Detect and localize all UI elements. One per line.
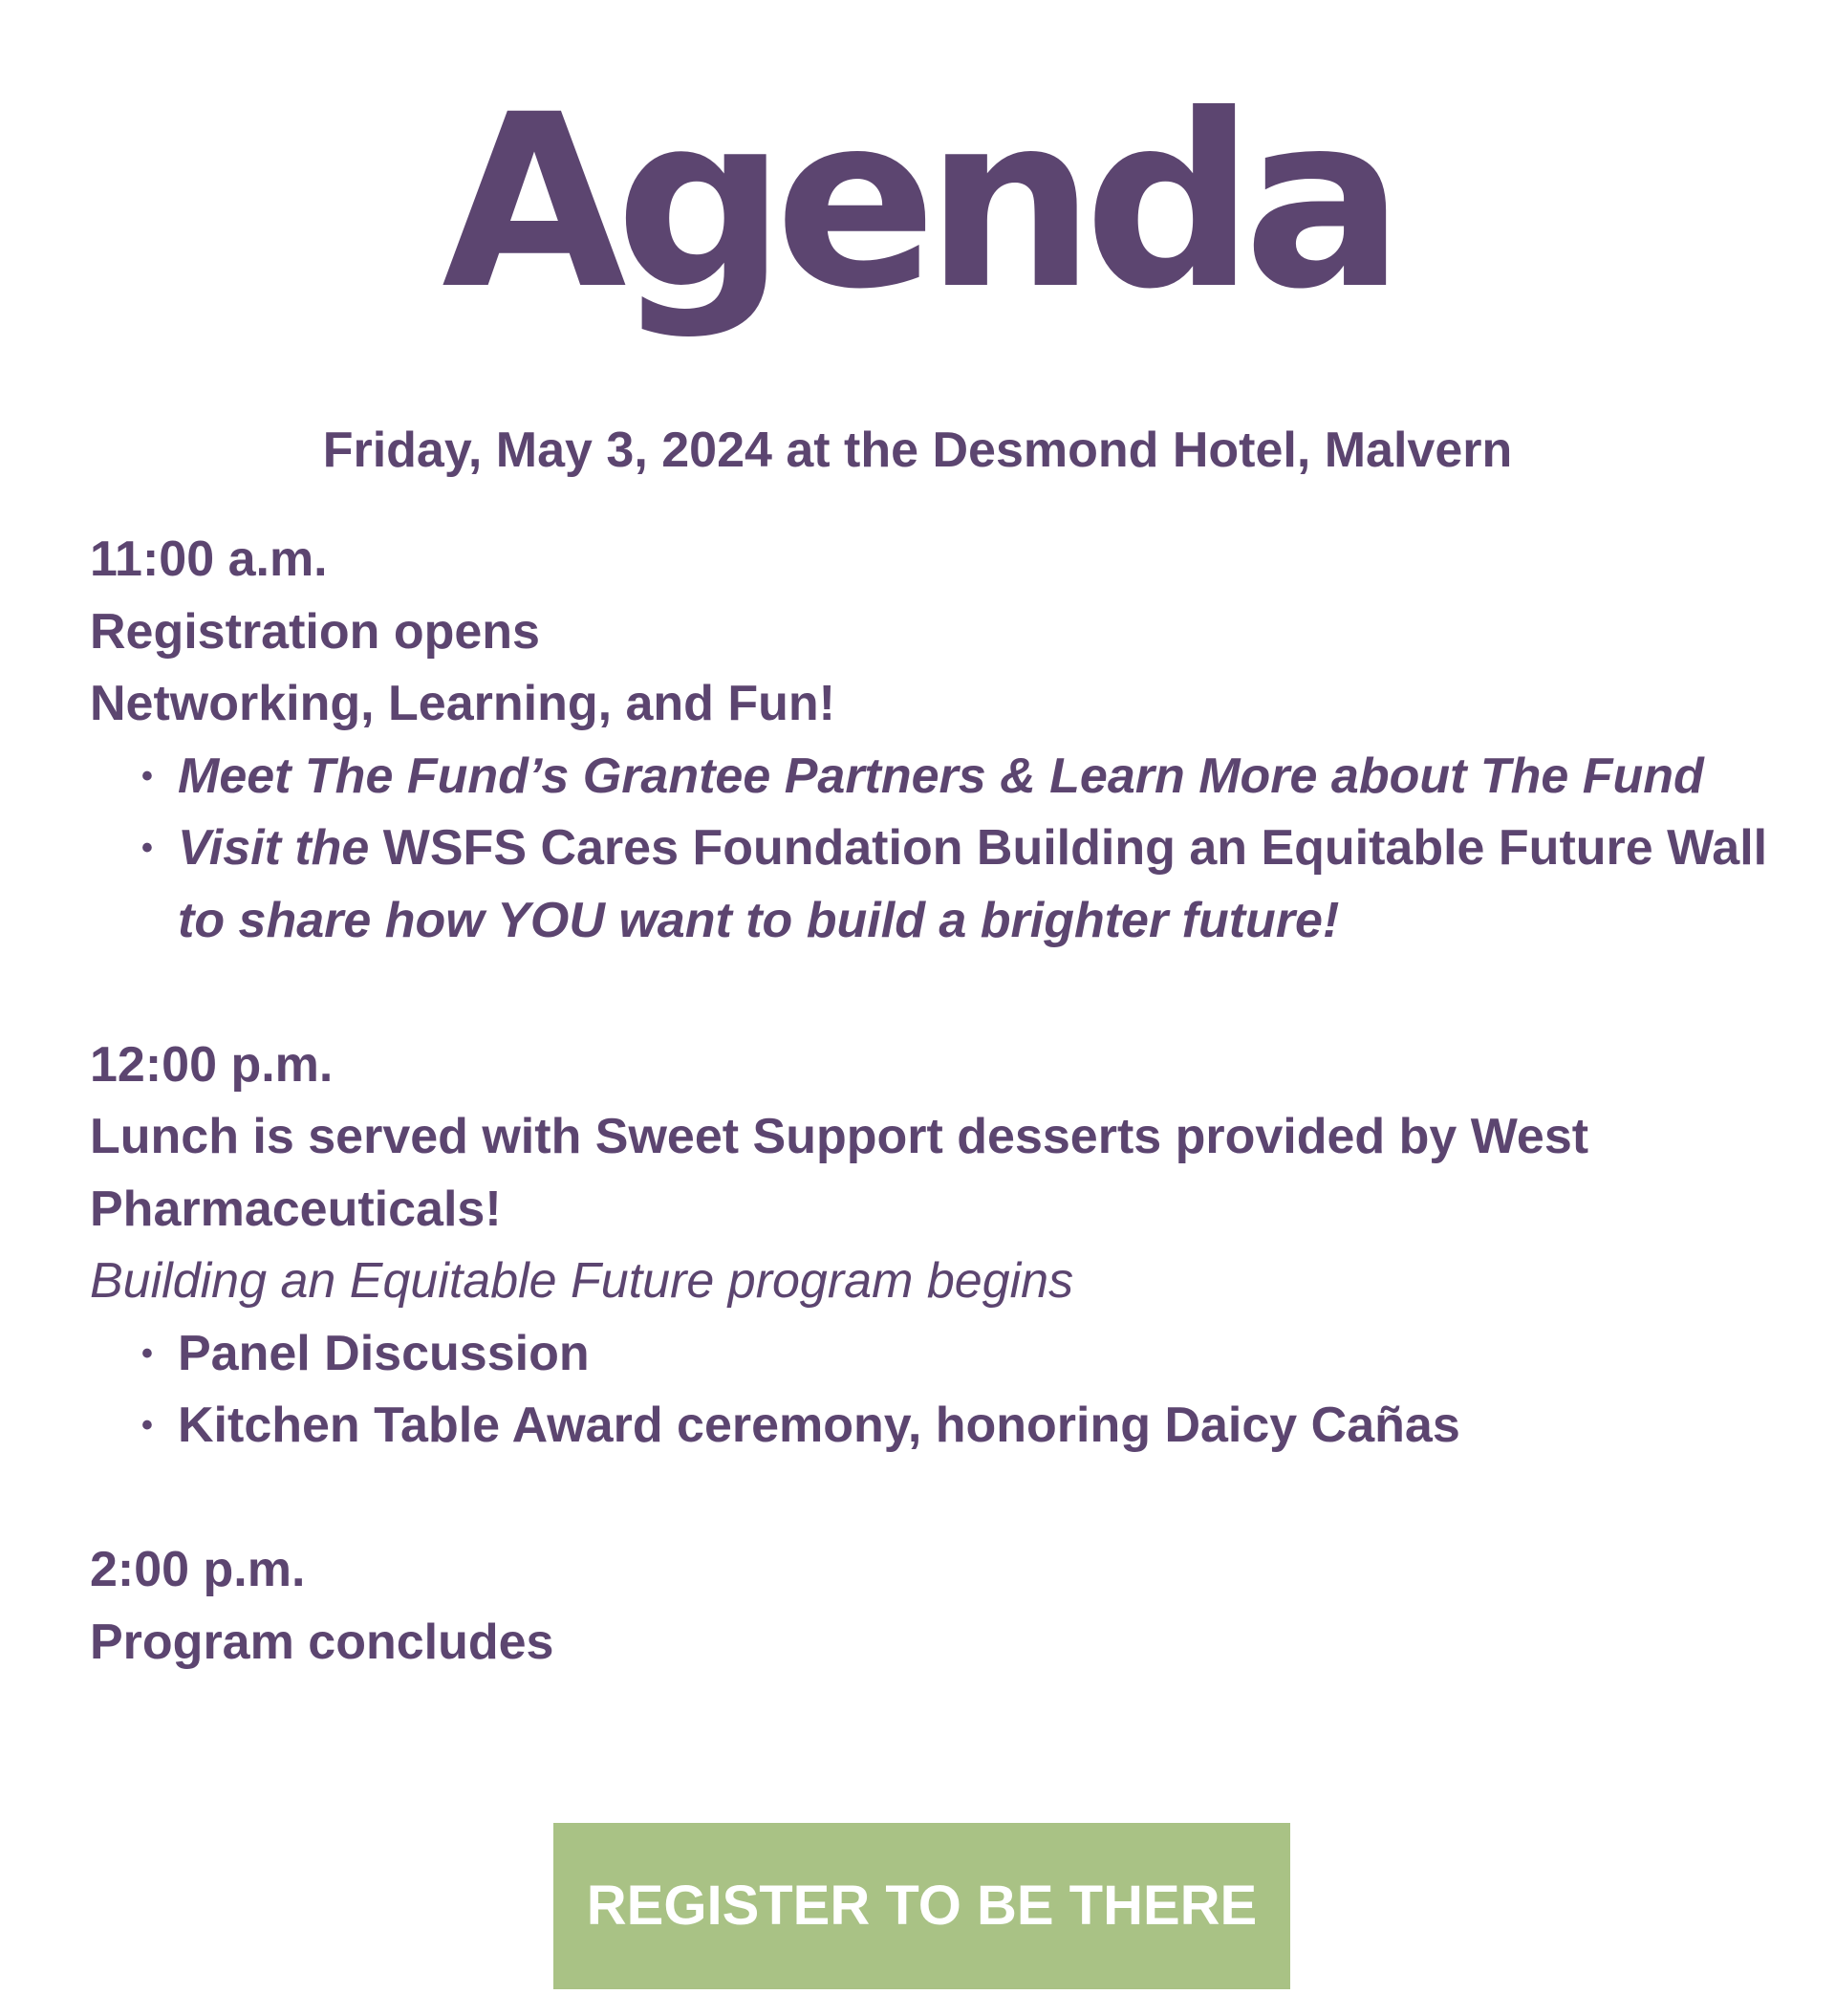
list-item <box>178 741 1801 813</box>
agenda-list <box>90 524 1801 1679</box>
agenda-time: 2:00 p.m. <box>90 1542 306 1597</box>
list-item <box>178 813 1822 957</box>
agenda-item: Program concludes <box>90 1614 554 1670</box>
agenda-item: Building an Equitable Future program begins <box>90 1253 1074 1309</box>
register-button[interactable]: REGISTER TO BE THERE <box>553 1823 1290 1989</box>
agenda-item: Lunch is served with Sweet Support desserts provided by West Pharmaceuticals! <box>90 1109 1589 1237</box>
agenda-bullets <box>90 1318 1801 1463</box>
agenda-item: Networking, Learning, and Fun! <box>90 676 835 731</box>
agenda-block-1200 <box>90 1030 1801 1463</box>
agenda-time: 11:00 a.m. <box>90 531 328 587</box>
agenda-block-1100 <box>90 524 1801 957</box>
list-item: • Panel Discussion <box>178 1318 1801 1391</box>
page-title: Agenda <box>442 63 1393 341</box>
bullet-text-italic-lead: Visit the <box>178 820 370 876</box>
event-date-location: Friday, May 3, 2024 at the Desmond Hotel, Malvern <box>322 423 1513 478</box>
bullet-text-wall-name: WSFS Cares Foundation Building an Equitable Future Wall <box>369 820 1768 876</box>
agenda-block-200 <box>90 1534 1801 1679</box>
bullet-text: Meet The Fund’s Grantee Partners & Learn More about The Fund <box>178 748 1704 804</box>
agenda-bullets <box>90 741 1801 958</box>
agenda-item: Registration opens <box>90 603 540 660</box>
bullet-text-italic-tail: to share how YOU want to build a brighter future! <box>178 892 1340 948</box>
agenda-time: 12:00 p.m. <box>90 1036 334 1093</box>
list-item: • Kitchen Table Award ceremony, honoring Daicy Cañas <box>178 1390 1801 1463</box>
